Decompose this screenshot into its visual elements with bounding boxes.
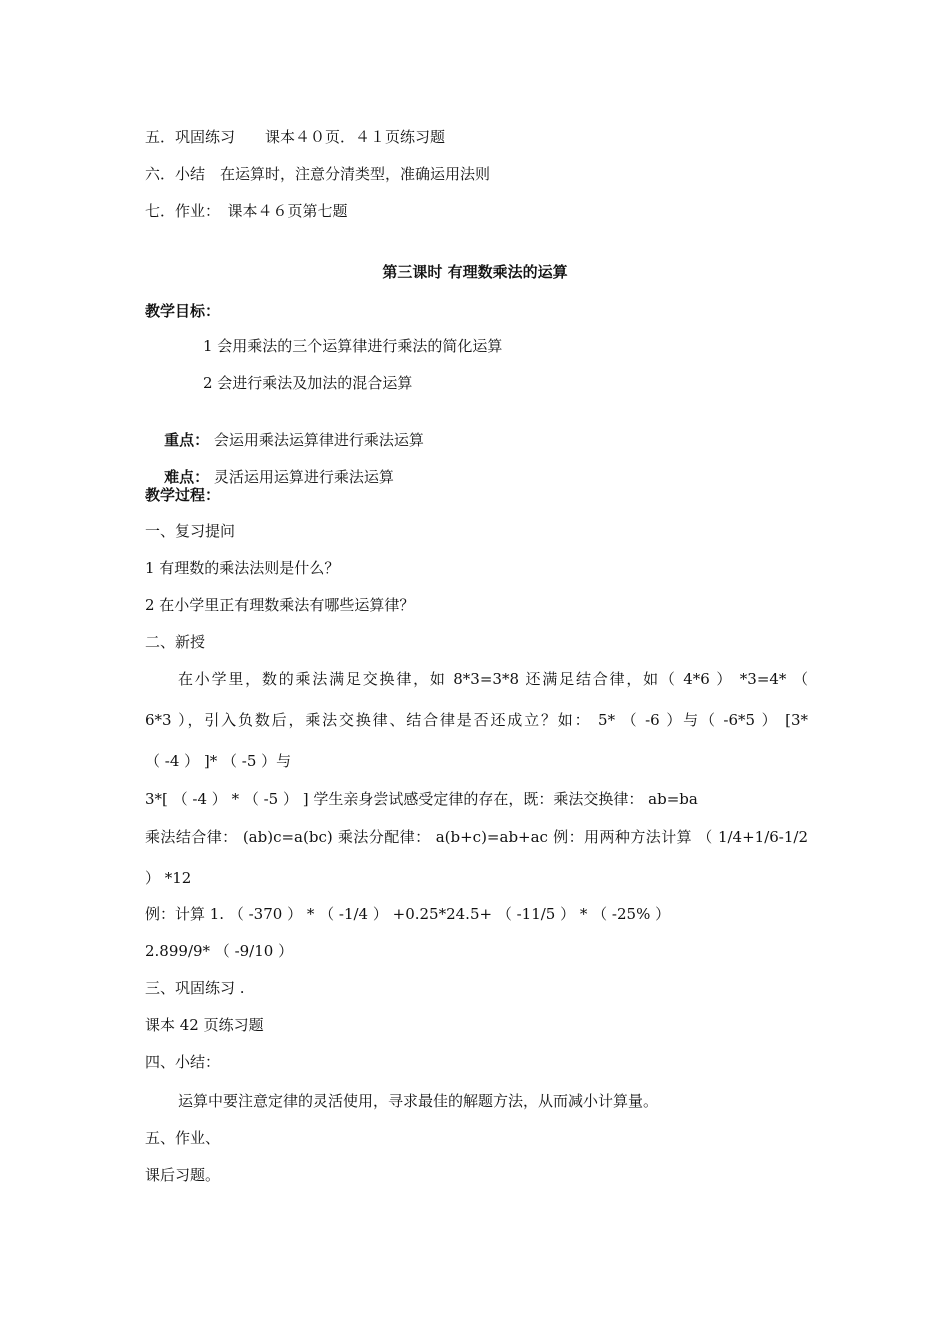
paragraph-line-1: 在小学里，数的乘法满足交换律，如 8*3=3*8 还满足结合律，如（ 4*6 ） *3=4* （ [178,670,808,688]
key-point-text: 会运用乘法运算律进行乘法运算 [213,431,424,449]
practice-text: 课本 42 页练习题 [145,1016,264,1034]
process-heading: 教学过程： [145,486,221,504]
paragraph-line-4: 3*[ （ -4 ） * （ -5 ） ] 学生亲身尝试感受定律的存在，既：乘法交换律： ab=ba [145,790,698,808]
section-review: 一、复习提问 [145,522,236,540]
practice-line: 五．巩固练习 课本４０页．４１页练习题 [145,128,446,146]
section-homework: 五、作业、 [145,1129,221,1147]
question-1: 1 有理数的乘法法则是什么？ [145,559,340,577]
section-summary: 四、小结： [145,1053,221,1071]
difficulty-text: 灵活运用运算进行乘法运算 [213,468,394,486]
paragraph-line-6: ） *12 [145,869,192,887]
goal-1: 1 会用乘法的三个运算律进行乘法的简化运算 [203,337,503,355]
summary-text: 运算中要注意定律的灵活使用，寻求最佳的解题方法，从而减小计算量。 [178,1092,659,1110]
goal-2: 2 会进行乘法及加法的混合运算 [203,374,413,392]
example-line-1: 例：计算 1. （ -370 ） * （ -1/4 ） +0.25*24.5+ （ -11/5 ） * （ -25% ） [145,905,671,923]
summary-line: 六．小结 在运算时，注意分清类型，准确运用法则 [145,165,491,183]
homework-line: 七．作业： 课本４６页第七题 [145,202,348,220]
paragraph-line-3: （ -4 ） ]* （ -5 ）与 [145,752,292,770]
lesson-title: 第三课时 有理数乘法的运算 [382,263,568,281]
section-practice: 三、巩固练习 . [145,979,245,997]
paragraph-line-5: 乘法结合律： (ab)c=a(bc) 乘法分配律： a(b+c)=ab+ac 例：用两种方法计算 （ 1/4+1/6-1/2 [145,828,808,846]
section-new-lesson: 二、新授 [145,633,206,651]
goals-heading: 教学目标： [145,302,221,320]
key-point-label: 重点： [164,431,210,449]
question-2: 2 在小学里正有理数乘法有哪些运算律？ [145,596,415,614]
paragraph-line-2: 6*3 ），引入负数后，乘法交换律、结合律是否还成立？如： 5* （ -6 ）与（ -6*5 ） [3* [145,711,808,729]
difficulty-label: 难点： [164,468,210,486]
example-line-2: 2.899/9* （ -9/10 ） [145,942,294,960]
homework-text: 课后习题。 [145,1166,221,1184]
